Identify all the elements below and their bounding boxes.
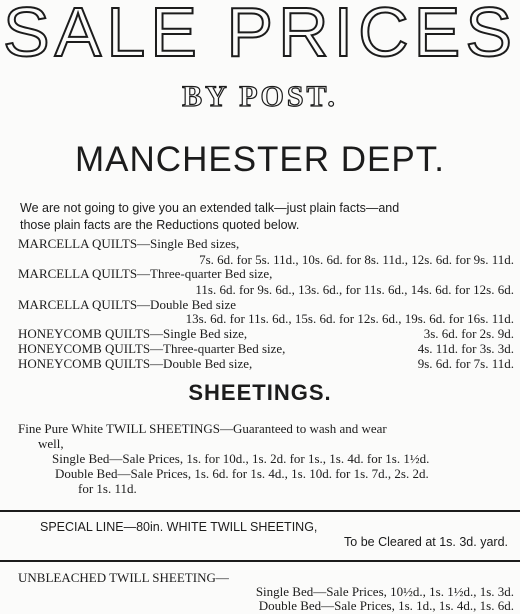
quilt-name: HONEYCOMB QUILTS—Three-quarter Bed size, xyxy=(18,341,286,356)
quilt-name: HONEYCOMB QUILTS—Single Bed size, xyxy=(18,326,248,341)
quilt-name: MARCELLA QUILTS—Double Bed size xyxy=(18,297,236,312)
sheetings-description: well, xyxy=(38,436,64,451)
sheetings-single-bed: Single Bed—Sale Prices, 1s. for 10d., 1s. 2d. for 1s., 1s. 4d. for 1s. 1½d. xyxy=(52,451,430,466)
sheetings-double-bed-cont: for 1s. 11d. xyxy=(78,481,137,496)
quilt-prices: 9s. 6d. for 7s. 11d. xyxy=(417,356,514,371)
divider xyxy=(0,510,520,512)
divider xyxy=(0,560,520,562)
quilt-prices: 7s. 6d. for 5s. 11d., 10s. 6d. for 8s. 11d., 12s. 6d. for 9s. 11d. xyxy=(199,252,514,267)
unbleached-double-bed: Double Bed—Sale Prices, 1s. 1d., 1s. 4d., 1s. 6d. xyxy=(258,598,514,613)
quilt-name: HONEYCOMB QUILTS—Double Bed size, xyxy=(18,356,253,371)
quilt-prices: 3s. 6d. for 2s. 9d. xyxy=(423,326,514,341)
sheetings-description: Fine Pure White TWILL SHEETINGS—Guaranteed to wash and wear xyxy=(18,421,387,436)
intro-line: those plain facts are the Reductions quoted below. xyxy=(20,218,300,232)
quilt-prices: 4s. 11d. for 3s. 3d. xyxy=(417,341,514,356)
sheetings-double-bed: Double Bed—Sale Prices, 1s. 6d. for 1s. 4d., 1s. 10d. for 1s. 7d., 2s. 2d. xyxy=(55,466,429,481)
quilt-prices: 13s. 6d. for 11s. 6d., 15s. 6d. for 12s. 6d., 19s. 6d. for 16s. 11d. xyxy=(185,311,514,326)
page-title: SALE PRICES xyxy=(2,0,518,71)
intro-paragraph xyxy=(20,200,399,234)
sheetings-heading: SHEETINGS. xyxy=(188,380,332,405)
quilt-prices: 11s. 6d. for 9s. 6d., 13s. 6d., for 11s. 6d., 14s. 6d. for 12s. 6d. xyxy=(195,282,514,297)
unbleached-title: UNBLEACHED TWILL SHEETING— xyxy=(18,570,229,585)
special-line: SPECIAL LINE—80in. WHITE TWILL SHEETING, xyxy=(40,520,318,534)
special-clearance: To be Cleared at 1s. 3d. yard. xyxy=(344,535,508,549)
department-heading: MANCHESTER DEPT. xyxy=(75,140,445,179)
quilt-name: MARCELLA QUILTS—Three-quarter Bed size, xyxy=(18,266,273,281)
intro-line: We are not going to give you an extended talk—just plain facts—and xyxy=(20,201,400,215)
quilt-name: MARCELLA QUILTS—Single Bed sizes, xyxy=(18,236,240,251)
unbleached-single-bed: Single Bed—Sale Prices, 10½d., 1s. 1½d., 1s. 3d. xyxy=(255,584,514,599)
page-subtitle: BY POST. xyxy=(182,80,338,113)
